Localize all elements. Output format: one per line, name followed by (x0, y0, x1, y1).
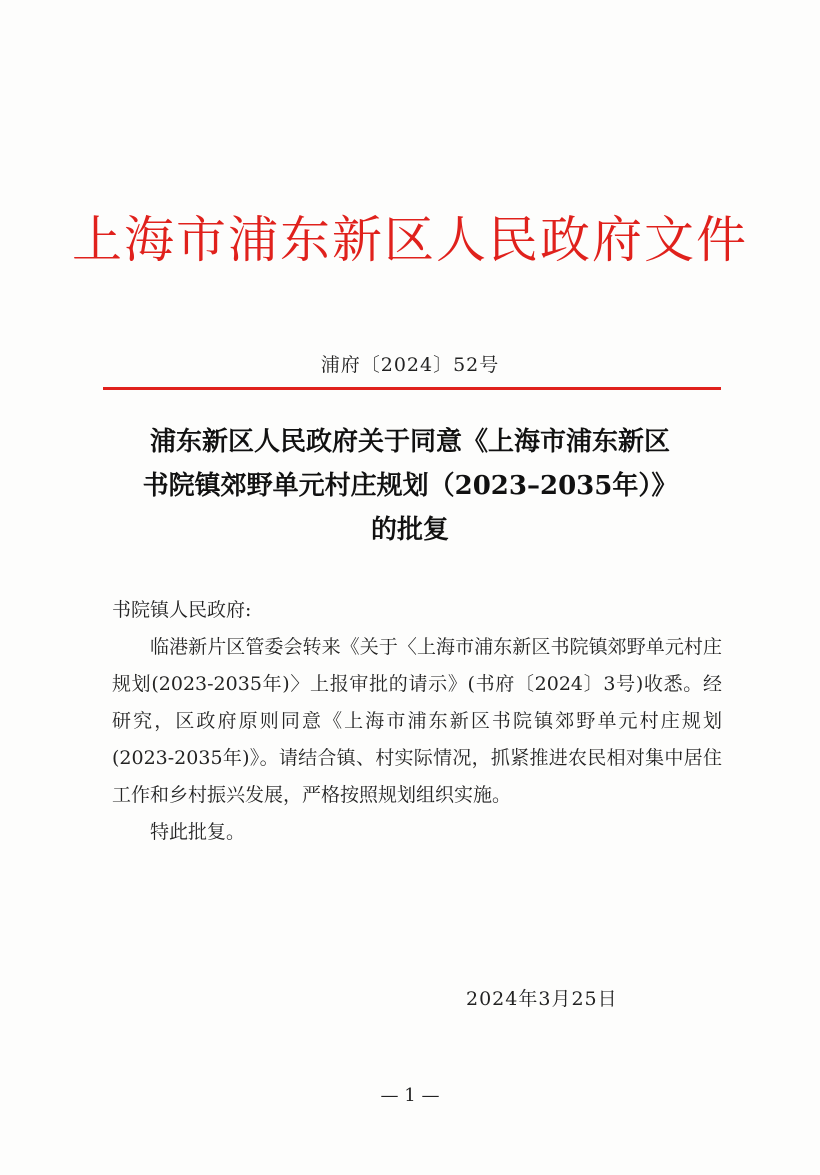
addressee: 书院镇人民政府: (112, 599, 252, 621)
title-line-3: 的批复 (370, 515, 449, 545)
document-body (112, 592, 722, 851)
document-number: 浦府〔2024〕52号 (320, 354, 500, 376)
body-paragraph-closing: 特此批复。 (150, 821, 246, 843)
title-line-2: 书院镇郊野单元村庄规划（2023–2035年）》 (142, 471, 678, 501)
signature-date: 2024年3月25日 (466, 988, 618, 1010)
red-divider-rule (103, 387, 721, 390)
document-masthead: 上海市浦东新区人民政府文件 (72, 211, 748, 269)
body-paragraph-main: 临港新片区管委会转来《关于〈上海市浦东新区书院镇郊野单元村庄规划(2023-2035年)〉上报审批的请示》(书府〔2024〕3号)收悉。经研究，区政府原则同意《上海市浦东新区书院镇郊野单元村庄规划(2023-2035年)》。请结合镇、村实际情况，抓紧推进农民相对集中居住工作和乡村振兴发展，严格按照规划组织实施。 (112, 636, 722, 806)
title-line-1: 浦东新区人民政府关于同意《上海市浦东新区 (149, 427, 670, 457)
document-title (100, 420, 720, 552)
page-number: — 1 — (380, 1085, 440, 1106)
